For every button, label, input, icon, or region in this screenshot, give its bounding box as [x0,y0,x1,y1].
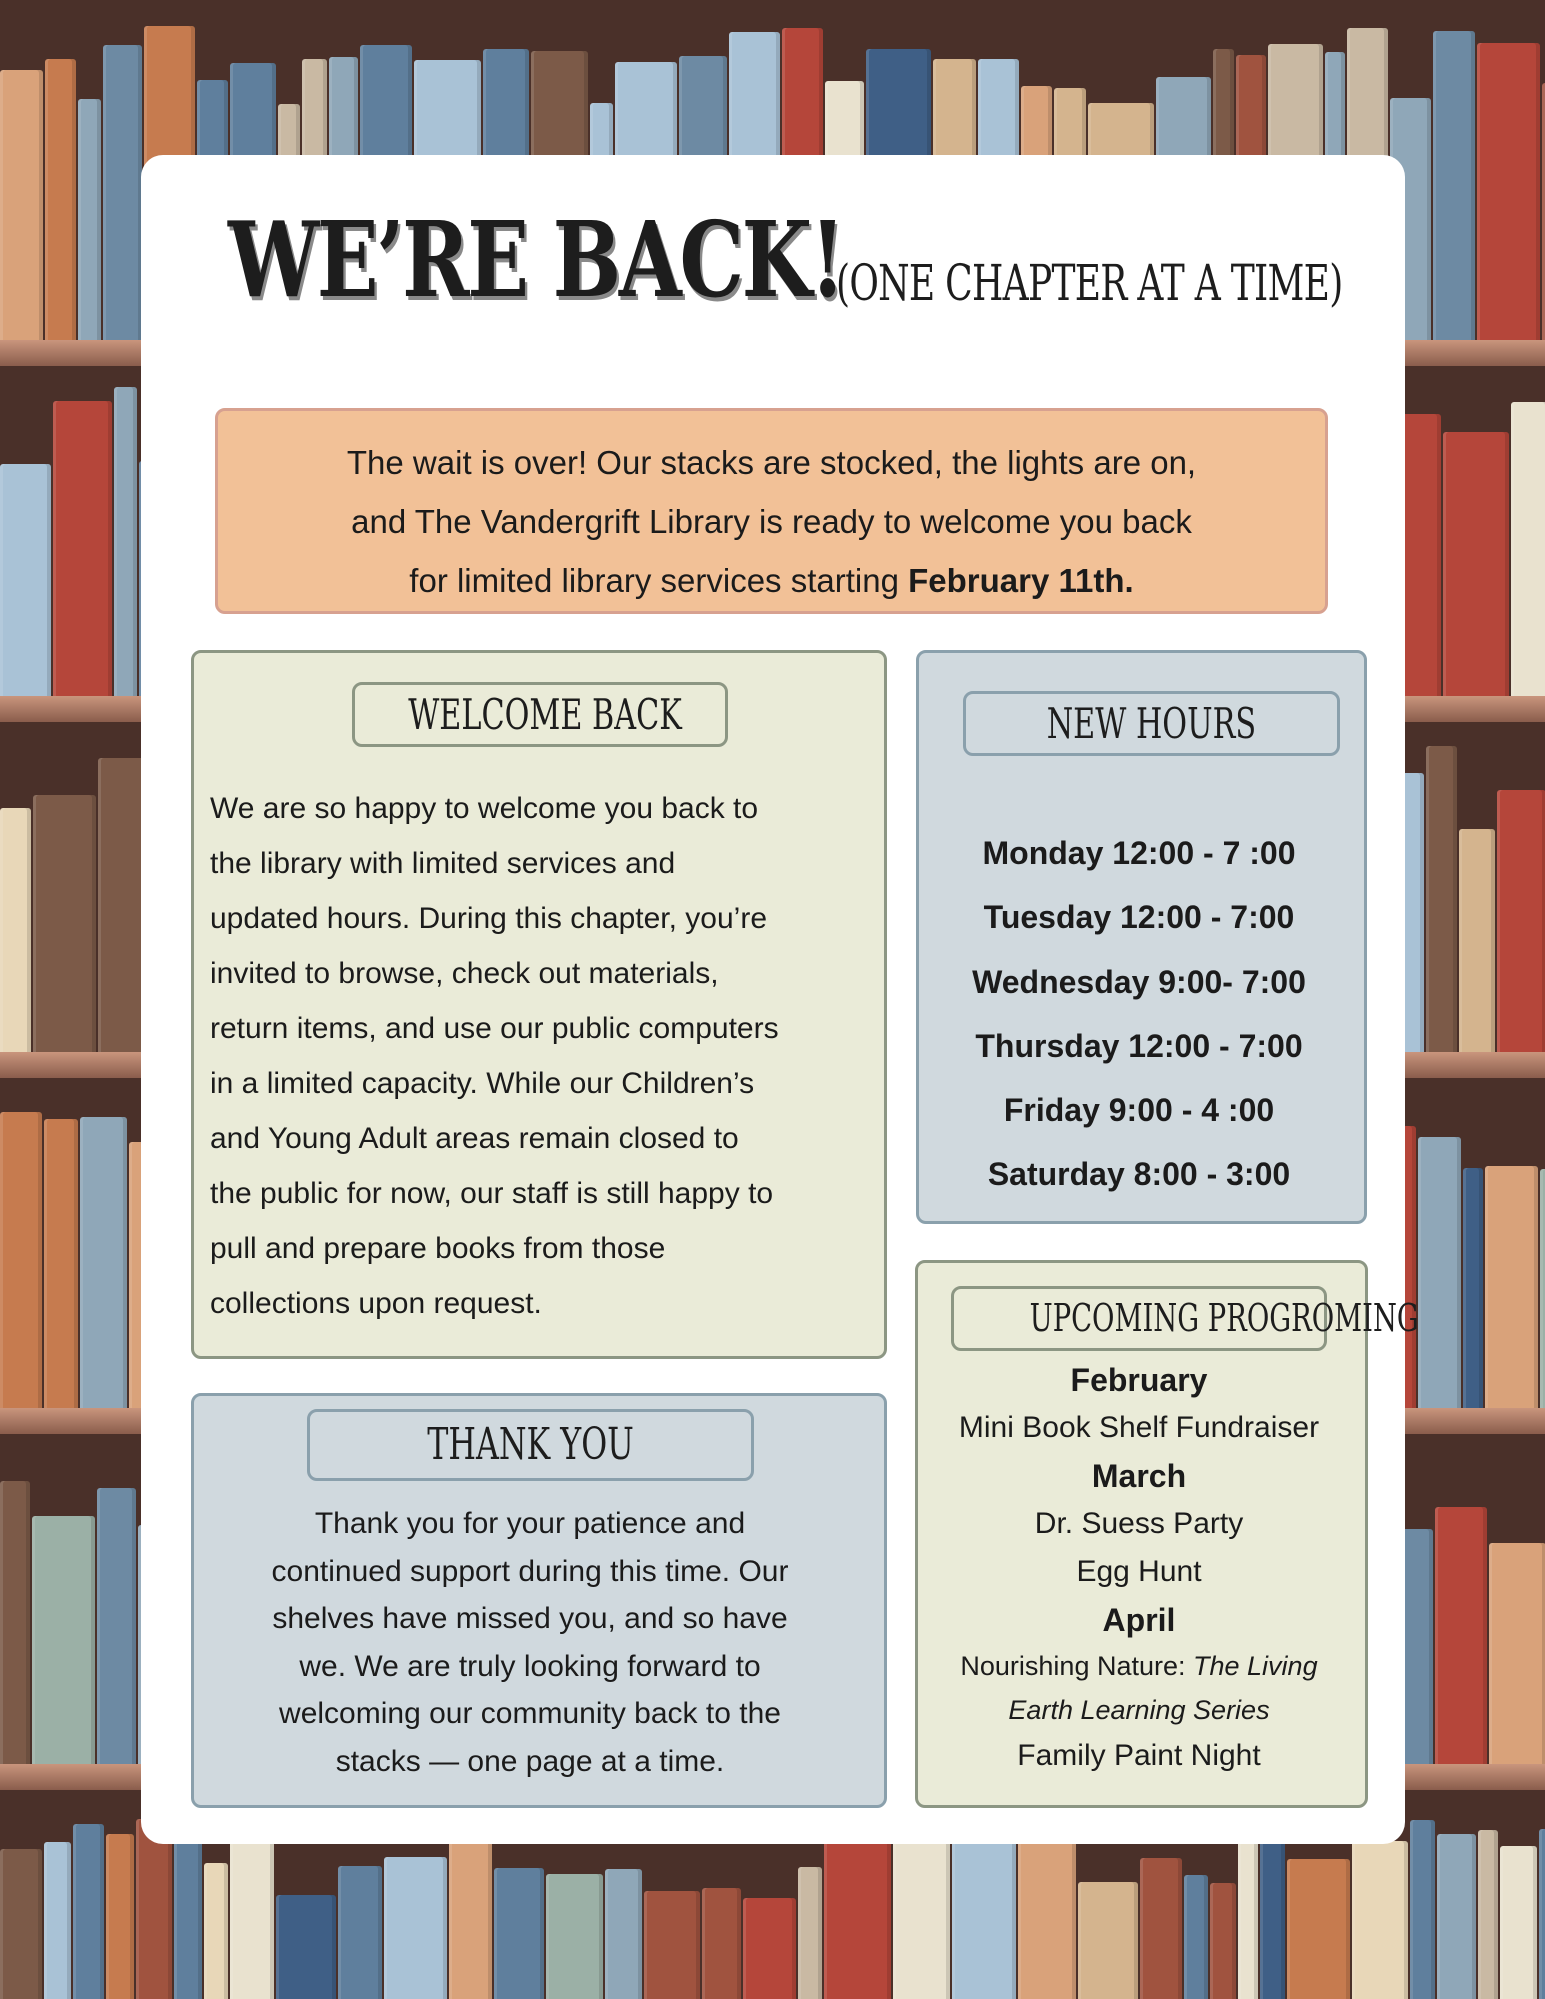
thanks-heading: THANK YOU [307,1409,754,1481]
book-spine [80,1117,127,1408]
hours-row: Thursday 12:00 - 7:00 [975,1027,1303,1064]
hours-list [920,821,1358,1207]
book-spine [1443,432,1509,696]
book-spine [1352,1841,1408,1999]
book-spine [1435,1507,1487,1764]
hours-row: Tuesday 12:00 - 7:00 [983,899,1295,936]
book-spine [384,1857,447,1999]
book-spine [0,1849,42,1999]
program-item: Mini Book Shelf Fundraiser [958,1411,1320,1444]
welcome-line: invited to browse, check out materials, [210,957,719,990]
welcome-text [210,781,880,1331]
welcome-line: We are so happy to welcome you back to [210,792,759,825]
thanks-line: Thank you for your patience and [314,1507,746,1540]
book-spine [1478,1830,1498,1999]
book-spine [702,1888,741,1999]
book-spine [0,1112,42,1408]
book-spine [1497,790,1545,1052]
welcome-line: in a limited capacity. While our Children’s [210,1067,755,1100]
book-spine [1539,1829,1545,1999]
intro-text: for limited library services starting [409,562,909,599]
book-spine [204,1863,228,1999]
welcome-line: and Young Adult areas remain closed to [210,1122,739,1155]
book-spine [97,1488,136,1764]
book-spine [32,1516,95,1764]
hours-row: Monday 12:00 - 7 :00 [982,835,1296,871]
month-march: March [1091,1458,1187,1494]
welcome-line: the library with limited services and [210,847,676,880]
month-april: April [1102,1602,1176,1638]
book-spine [103,45,142,340]
book-spine [1437,1834,1476,1999]
welcome-line: pull and prepare books from those [210,1232,666,1265]
intro-banner [215,408,1328,614]
book-spine [106,1834,134,1999]
book-spine [338,1866,382,1999]
book-spine [53,401,112,696]
intro-line [218,551,1325,610]
book-spine [1485,1166,1538,1408]
book-spine [0,464,51,696]
welcome-line: return items, and use our public computers [210,1012,779,1045]
book-spine [644,1891,700,1999]
program-item: Family Paint Night [1017,1739,1261,1772]
programming-list [920,1356,1358,1780]
book-spine [1511,402,1545,696]
book-spine [1463,1168,1483,1408]
thanks-line: we. We are truly looking forward to [299,1649,761,1683]
book-spine [1260,1837,1285,1999]
book-spine [1078,1882,1138,1999]
welcome-line: the public for now, our staff is still happy to [210,1177,774,1210]
month-february: February [1070,1362,1208,1398]
book-spine [1489,1543,1545,1764]
intro-date: February 11th. [908,562,1134,599]
book-spine [1500,1846,1537,1999]
book-spine [1477,43,1540,340]
book-spine [1210,1883,1236,1999]
book-spine [893,1835,950,1999]
thanks-line: stacks — one page at a time. [335,1744,725,1778]
thanks-text [215,1500,845,1785]
program-item: Nourishing Nature: The Living [960,1651,1318,1681]
book-spine [605,1869,642,1999]
book-spine [0,1481,30,1764]
book-spine [1433,31,1475,340]
page-title: WE’RE BACK! [228,198,844,321]
book-spine [494,1868,544,1999]
book-spine [44,1119,78,1408]
intro-line: and The Vandergrift Library is ready to welcome you back [351,503,1192,540]
hours-row: Wednesday 9:00- 7:00 [972,963,1306,1000]
welcome-line: collections upon request. [210,1287,542,1320]
intro-line: The wait is over! Our stacks are stocked, the lights are on, [346,444,1197,481]
book-spine [44,1842,71,1999]
book-spine [114,387,137,696]
book-spine [45,59,76,340]
book-spine [1018,1822,1076,1999]
book-spine [743,1898,796,1999]
hours-heading: NEW HOURS [963,691,1340,756]
book-spine [1184,1875,1208,1999]
page-subtitle: (ONE CHAPTER AT A TIME) [836,254,1343,312]
book-spine [136,1819,172,1999]
program-item-continued: Earth Learning Series [1008,1695,1270,1725]
book-spine [1459,829,1495,1052]
book-spine [1410,1820,1435,1999]
book-spine [1238,1828,1258,1999]
book-spine [1426,746,1457,1052]
book-spine [33,795,96,1052]
book-spine [0,808,31,1052]
book-spine [1140,1858,1182,1999]
book-spine [1418,1137,1461,1408]
book-spine [1287,1859,1350,1999]
thanks-line: welcoming our community back to the [279,1697,781,1730]
book-spine [73,1824,104,1999]
thanks-line: shelves have missed you, and so have [272,1602,788,1635]
book-spine [1540,1169,1545,1408]
book-spine [0,70,43,340]
hours-row: Friday 9:00 - 4 :00 [1003,1092,1275,1129]
book-spine [276,1895,336,1999]
book-spine [798,1867,822,1999]
programming-heading: UPCOMING PROGROMING [951,1286,1327,1351]
book-spine [78,99,101,340]
program-item: Dr. Suess Party [1034,1507,1244,1540]
hours-row: Saturday 8:00 - 3:00 [987,1156,1291,1193]
book-spine [824,1833,891,1999]
book-spine [546,1874,603,1999]
book-spine [230,1817,274,1999]
thanks-line: continued support during this time. Our [271,1554,789,1588]
book-spine [952,1818,1016,1999]
welcome-line: updated hours. During this chapter, you’re [210,902,768,935]
program-item: Egg Hunt [1076,1555,1202,1588]
welcome-heading: WELCOME BACK [352,682,728,747]
